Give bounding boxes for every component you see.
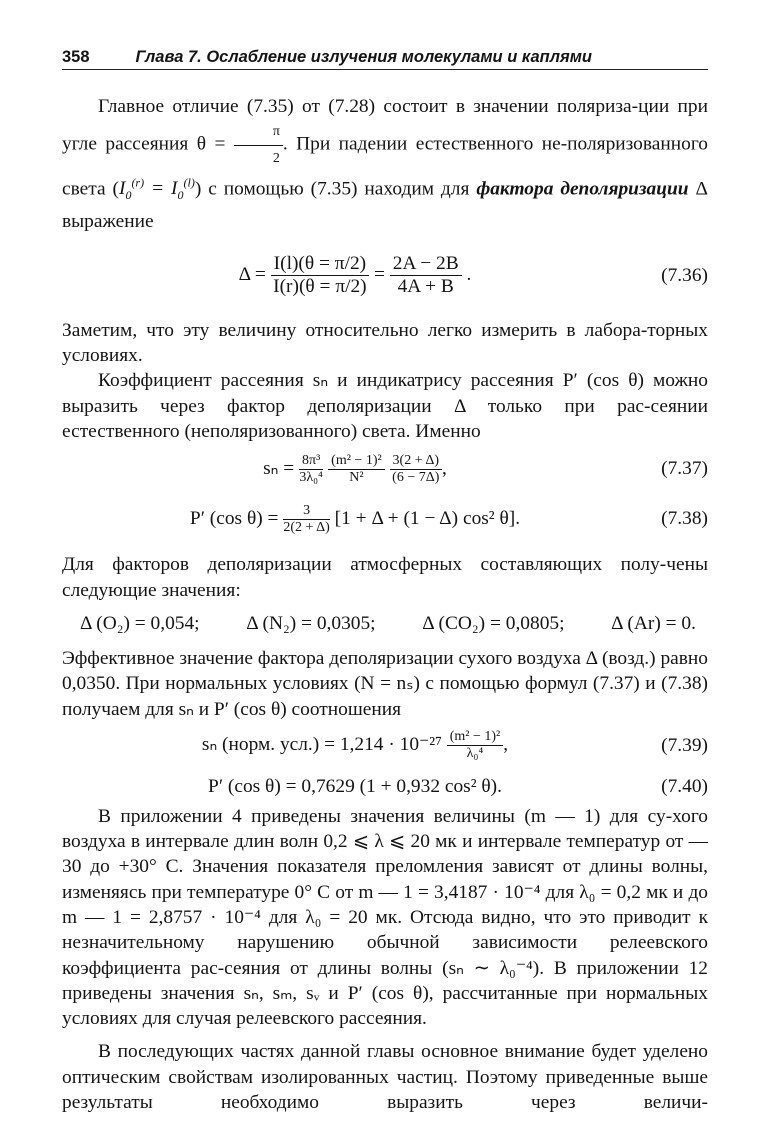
fraction-num: 3 bbox=[283, 503, 329, 520]
eq-lhs: P′ (cos θ) = bbox=[189, 507, 279, 529]
eq-lhs: sₙ = bbox=[263, 457, 295, 479]
eq-lhs: Δ = bbox=[238, 264, 271, 286]
paragraph-6: В приложении 4 приведены значения величины (m — 1) для су-хого воздуха в интервале длин волн 0,2 ⩽ λ ⩽ 20 мк и интервале температур от —30 до +30° С. Значения показателя преломления зависят от длины волны, изменяясь при температуре 0° С от m — 1 = 3,4187 · 10⁻⁴ для λ₀ = 0,2 мк и до m — 1 = 2,8757 · 10⁻⁴ для λ₀ = 20 мк. Отсюда видно, что это приводит к незначительному нарушению обычной зависимости релеевского коэффициента рас-сеяния от длины волны (sₙ ∼ λ₀⁻⁴). В приложении 12 приведены значения sₙ, sₘ, sᵥ и P′ (cos θ), рассчитанные при нормальных условиях для случая релеевского рассеяния. bbox=[62, 805, 708, 1030]
fraction-num: I(l)(θ = π/2) bbox=[271, 253, 369, 276]
eq-tail: , bbox=[442, 457, 447, 479]
fraction-num: (m² − 1)² bbox=[328, 453, 385, 470]
paragraph-4: Для факторов деполяризации атмосферных составляющих полу-чены следующие значения: bbox=[62, 554, 708, 601]
fraction-num: 3(2 + Δ) bbox=[390, 453, 442, 470]
equation-7-39 bbox=[62, 722, 708, 770]
equation-number: (7.37) bbox=[661, 458, 708, 480]
fraction-den: (6 − 7Δ) bbox=[392, 469, 440, 485]
fraction bbox=[283, 503, 329, 536]
fraction bbox=[299, 453, 323, 486]
equation-number: (7.39) bbox=[661, 734, 708, 756]
value-ar: Δ (Ar) = 0. bbox=[611, 612, 696, 634]
fraction-num: 2A − 2B bbox=[390, 253, 462, 276]
fraction-den: I(r)(θ = π/2) bbox=[273, 276, 367, 298]
equation-number: (7.38) bbox=[661, 508, 708, 530]
text-run: . При падении естественного не-поляризованного света ( bbox=[62, 133, 709, 200]
paragraph-7: В последующих частях данной главы основное внимание будет уделено оптическим свойствам изолированных частиц. Поэтому приведенные выше результаты необходимо выразить через величи- bbox=[62, 1041, 708, 1114]
fraction-den: 2 bbox=[272, 150, 280, 166]
fraction bbox=[447, 729, 504, 762]
value-n2: Δ (N₂) = 0,0305; bbox=[246, 612, 376, 634]
text-run: Главное отличие (7.35) от (7.28) состоит в значении поляриза-ции при угле рассеяния θ = bbox=[62, 96, 708, 155]
value-co2: Δ (CO₂) = 0,0805; bbox=[422, 612, 565, 634]
page-number: 358 bbox=[62, 48, 90, 66]
equation-7-38 bbox=[62, 494, 708, 544]
fraction bbox=[328, 453, 385, 486]
paragraph-3: Коэффициент рассеяния sₙ и индикатрису рассеяния P′ (cos θ) можно выразить через фактор деполяризации Δ только при рас-сеянии естественного (неполяризованного) света. Именно bbox=[62, 370, 708, 443]
eq-rhs: [1 + Δ + (1 − Δ) cos² θ]. bbox=[334, 507, 521, 529]
book-page bbox=[62, 48, 708, 1115]
paragraph-1 bbox=[62, 94, 708, 234]
text-run: ) с помощью (7.35) находим для bbox=[194, 178, 477, 200]
chapter-title: Глава 7. Ослабление излучения молекулами и каплями bbox=[135, 48, 592, 66]
fraction bbox=[234, 119, 283, 171]
equation-number: (7.36) bbox=[661, 264, 708, 286]
fraction-den: 2(2 + Δ) bbox=[283, 519, 330, 535]
running-header bbox=[62, 48, 708, 70]
unpolarized-condition: $I_0^{(r)} = I_0^{(l)}$ bbox=[118, 175, 195, 203]
fraction bbox=[271, 253, 369, 298]
term-depolarization-factor: фактора деполяризации bbox=[476, 178, 689, 200]
eq-body: P′ (cos θ) = 0,7629 (1 + 0,932 cos² θ). bbox=[208, 775, 502, 797]
fraction-num: (m² − 1)² bbox=[447, 729, 504, 746]
equation-7-36: Δ = $\frac{I(l)(\theta = \pi/2)}{I(r)(\theta = \pi/2)}$ = $\frac{2A - 2B}{4A + B}$ . (7.36) bbox=[238, 253, 708, 298]
text-run: Δ выражение bbox=[62, 178, 708, 232]
fraction-den: 4A + B bbox=[397, 276, 454, 298]
eq-tail: , bbox=[503, 734, 509, 756]
depolarization-values bbox=[62, 611, 708, 636]
fraction-den: N² bbox=[349, 469, 364, 485]
fraction-den: 3λ₀⁴ bbox=[299, 469, 323, 485]
fraction bbox=[390, 453, 442, 486]
paragraph-2: Заметим, что эту величину относительно легко измерить в лабора-торных условиях. bbox=[62, 319, 708, 367]
fraction-num: 8π³ bbox=[299, 453, 323, 470]
value-o2: Δ (O₂) = 0,054; bbox=[80, 612, 200, 634]
eq-lhs: sₙ (норм. усл.) = 1,214 · 10⁻²⁷ bbox=[201, 734, 442, 756]
equation-7-37 bbox=[62, 444, 708, 494]
equation-number: (7.40) bbox=[661, 775, 708, 797]
fraction-num: π bbox=[234, 119, 283, 145]
equation-7-40 bbox=[62, 770, 708, 804]
fraction-den: λ₀⁴ bbox=[466, 746, 484, 762]
paragraph-5: Эффективное значение фактора деполяризации сухого воздуха Δ (возд.) равно 0,0350. При нормальных условиях (N = nₛ) с помощью формул (7.37) и (7.38) получаем для sₙ и P′ (cos θ) соотношения bbox=[62, 647, 708, 720]
fraction bbox=[390, 253, 462, 298]
